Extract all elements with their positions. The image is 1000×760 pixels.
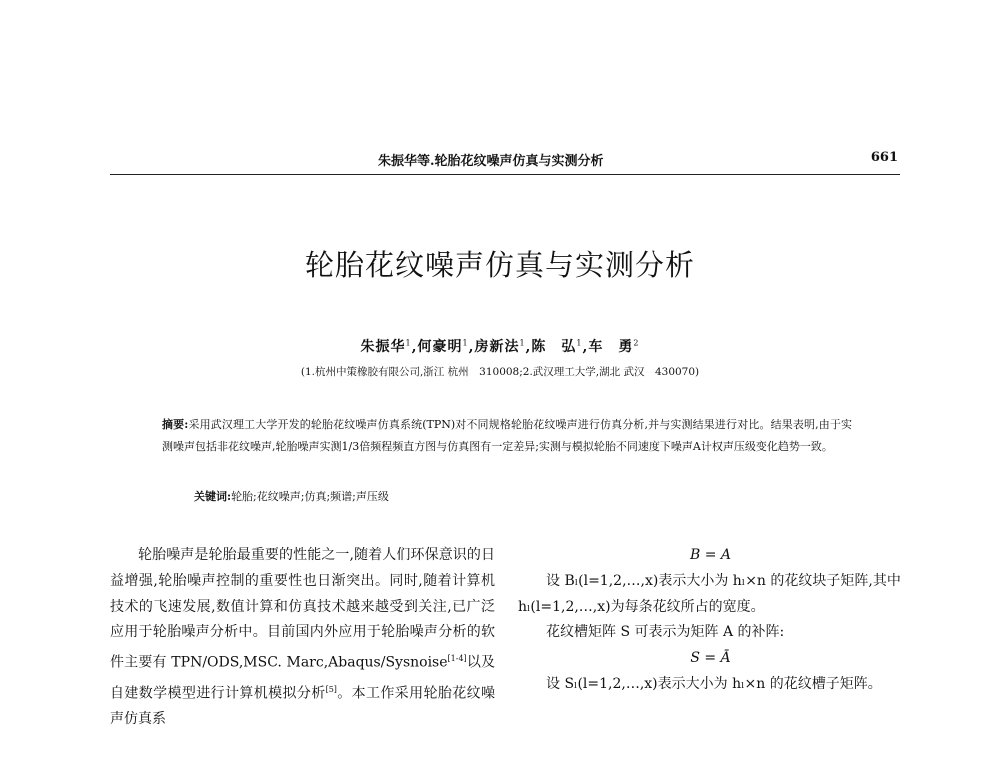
author-name: 何豪明: [417, 339, 463, 355]
citation: [5]: [325, 684, 337, 694]
body-paragraph: [110, 543, 495, 733]
abstract: [162, 414, 852, 458]
equation: B = A: [689, 547, 732, 563]
abstract-label: 摘要:: [162, 418, 189, 431]
author-affiliation-mark: 1: [576, 338, 583, 348]
body-text: 以及自建数学模型进行计算机模拟分析: [110, 654, 495, 702]
body-column-left: [110, 543, 495, 733]
abstract-text: 采用武汉理工大学开发的轮胎花纹噪声仿真系统(TPN)对不同规格轮胎花纹噪声进行仿真分析,并与实测结果进行对比。结果表明,由于实测噪声包括非花纹噪声,轮胎噪声实测1/3倍频程频直方图与仿真图有一定差异;实测与模拟轮胎不同速度下噪声A计权声压级变化趋势一致。: [162, 418, 853, 453]
article-title: 轮胎花纹噪声仿真与实测分析: [304, 248, 695, 282]
author-affiliation-mark: 1: [462, 338, 469, 348]
author-affiliation-mark: 1: [405, 338, 412, 348]
page-number: 661: [870, 150, 898, 165]
citation: [1-4]: [447, 654, 467, 664]
keywords: [194, 488, 389, 504]
body-paragraph: 设 Sₗ(l=1,2,…,x)表示大小为 hₗ×n 的花纹槽子矩阵。: [546, 675, 882, 692]
header-rule: [110, 174, 900, 175]
body-paragraph: 花纹槽矩阵 S 可表示为矩阵 A 的补阵:: [546, 624, 785, 641]
running-title: 朱振华等.轮胎花纹噪声仿真与实测分析: [378, 154, 604, 169]
body-paragraph: 设 Bₗ(l=1,2,…,x)表示大小为 hₗ×n 的花纹块子矩阵,其中 hₗ(l=1,2,…,x)为每条花纹所占的宽度。: [518, 572, 901, 615]
author-name: 房新法: [474, 339, 520, 355]
author-name: 陈 弘: [531, 339, 577, 355]
author-name: 车 勇: [588, 339, 634, 355]
equation: S = Ā: [690, 650, 731, 667]
keywords-label: 关键词:: [194, 490, 232, 503]
keywords-text: 轮胎;花纹噪声;仿真;频谱;声压级: [231, 490, 389, 503]
author-name: 朱振华: [360, 339, 406, 355]
body-text: 轮胎噪声是轮胎最重要的性能之一,随着人们环保意识的日益增强,轮胎噪声控制的重要性也日渐突出。同时,随着计算机技术的飞速发展,数值计算和仿真技术越来越受到关注,已广泛应用于轮胎噪声分析中。目前国内外应用于轮胎噪声分析的软件主要有 TPN/ODS,MSC. Marc,Abaqus/Sysnoise: [110, 547, 495, 671]
body-text: 。本工作采用轮胎花纹噪声仿真系: [110, 685, 496, 728]
body-column-right: [518, 543, 903, 698]
author-affiliation-mark: 1: [519, 338, 526, 348]
running-head: [110, 150, 900, 172]
affiliation: (1.杭州中策橡胶有限公司,浙江 杭州 310008;2.武汉理工大学,湖北 武汉 430070): [300, 366, 700, 378]
author-list: 朱振华$^1$,何豪明$^1$,房新法$^1$,陈 弘$^1$,车 勇$^2$: [360, 338, 640, 355]
author-affiliation-mark: 2: [633, 338, 640, 348]
